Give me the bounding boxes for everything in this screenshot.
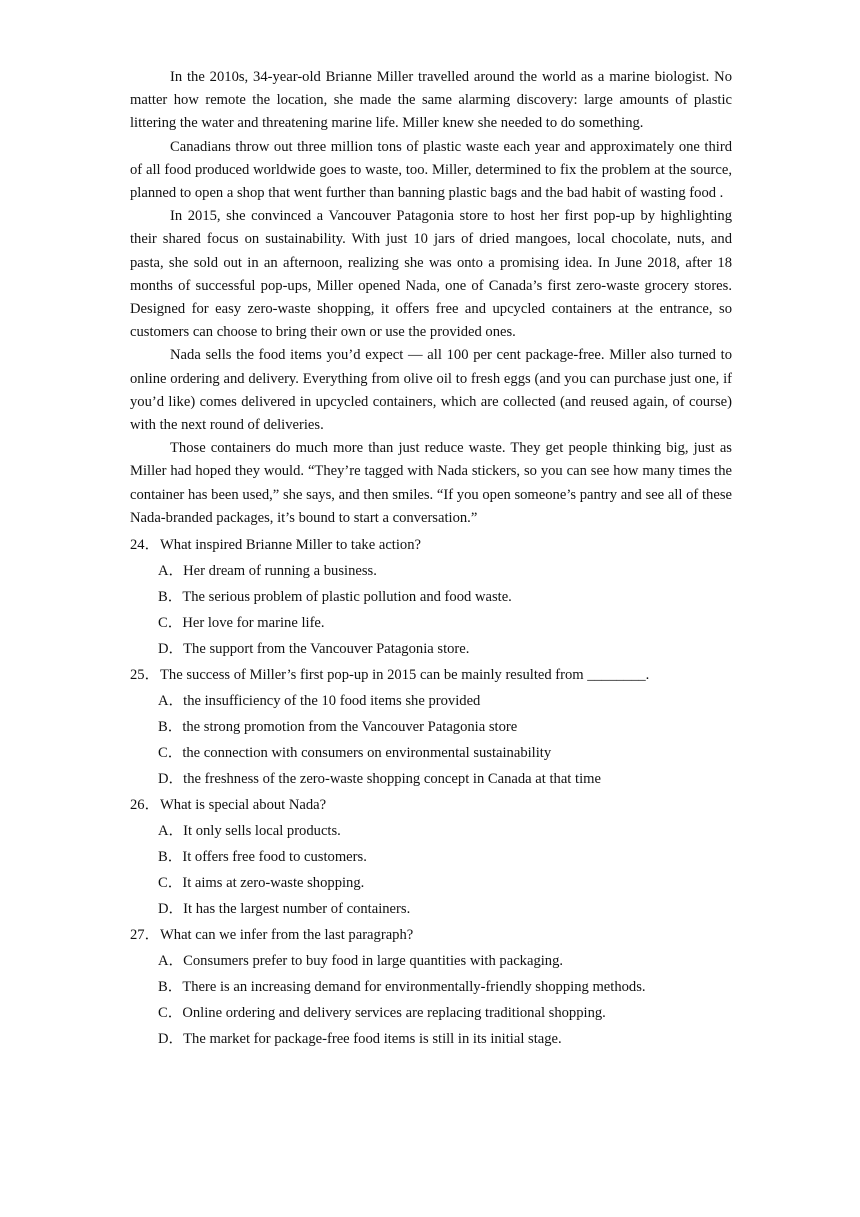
option-letter: C．: [158, 1005, 183, 1022]
answer-option: [130, 584, 732, 610]
option-text: The support from the Vancouver Patagonia store.: [183, 641, 470, 658]
passage-paragraph: Those containers do much more than just reduce waste. They get people thinking big, just as Miller had hoped they would. “They’re tagged with Nada stickers, so you can see how many times the container has been used,” she says, and then smiles. “If you open someone’s pantry and see all of these Nada-branded packages, it’s bound to start a conversation.”: [130, 440, 732, 526]
option-text: Her love for marine life.: [182, 615, 325, 632]
option-letter: D．: [158, 1031, 184, 1048]
answer-option: [130, 714, 732, 740]
option-letter: C．: [158, 875, 183, 892]
option-text: the connection with consumers on environmental sustainability: [182, 745, 552, 762]
answer-option: [130, 870, 732, 896]
answer-option: [130, 844, 732, 870]
question-24: [130, 532, 732, 662]
option-letter: A．: [158, 563, 184, 580]
option-text: Her dream of running a business.: [183, 563, 377, 580]
answer-option: [130, 766, 732, 792]
answer-option: [130, 974, 732, 1000]
question-text: What is special about Nada?: [160, 797, 327, 814]
question-number: 25．: [130, 667, 160, 684]
option-letter: B．: [158, 979, 183, 996]
option-letter: B．: [158, 849, 183, 866]
option-text: It only sells local products.: [183, 823, 341, 840]
question-stem: [130, 922, 732, 948]
option-text: It aims at zero-waste shopping.: [182, 875, 365, 892]
option-text: Consumers prefer to buy food in large quantities with packaging.: [183, 953, 564, 970]
question-26: [130, 792, 732, 922]
question-stem: [130, 532, 732, 558]
option-letter: C．: [158, 745, 183, 762]
answer-option: [130, 740, 732, 766]
option-letter: D．: [158, 641, 184, 658]
option-letter: A．: [158, 693, 184, 710]
answer-option: [130, 896, 732, 922]
answer-option: [130, 610, 732, 636]
passage-paragraph: Canadians throw out three million tons of plastic waste each year and approximately one third of all food produced worldwide goes to waste, too. Miller, determined to fix the problem at the source, planned to open a shop that went further than banning plastic bags and the bad habit of wasting food .: [130, 138, 732, 202]
option-text: the insufficiency of the 10 food items she provided: [183, 693, 481, 710]
question-text: The success of Miller’s first pop-up in 2015 can be mainly resulted from ________.: [160, 667, 650, 684]
answer-option: [130, 1000, 732, 1026]
option-text: It offers free food to customers.: [182, 849, 367, 866]
question-list: [130, 532, 732, 1052]
option-letter: C．: [158, 615, 183, 632]
question-text: What inspired Brianne Miller to take action?: [160, 537, 421, 554]
answer-option: [130, 636, 732, 662]
option-letter: B．: [158, 589, 183, 606]
option-text: the freshness of the zero-waste shopping concept in Canada at that time: [183, 771, 601, 788]
option-text: the strong promotion from the Vancouver Patagonia store: [182, 719, 518, 736]
answer-option: [130, 1026, 732, 1052]
document-page: [130, 66, 732, 1052]
answer-option: [130, 688, 732, 714]
option-letter: A．: [158, 823, 184, 840]
question-number: 26．: [130, 797, 160, 814]
option-text: Online ordering and delivery services are replacing traditional shopping.: [182, 1005, 606, 1022]
question-number: 24．: [130, 537, 160, 554]
question-25: [130, 662, 732, 792]
option-text: There is an increasing demand for environmentally-friendly shopping methods.: [182, 979, 646, 996]
option-letter: A．: [158, 953, 184, 970]
option-text: It has the largest number of containers.: [183, 901, 411, 918]
option-letter: D．: [158, 901, 184, 918]
passage-paragraph: Nada sells the food items you’d expect — all 100 per cent package-free. Miller also turned to online ordering and delivery. Everything from olive oil to fresh eggs (and you can purchase just one, if you’d like) comes delivered in upcycled containers, which are collected (and reused again, of course) with the next round of deliveries.: [130, 347, 732, 434]
option-text: The serious problem of plastic pollution and food waste.: [182, 589, 512, 606]
answer-option: [130, 948, 732, 974]
reading-passage: [130, 66, 732, 530]
option-letter: B．: [158, 719, 183, 736]
question-stem: [130, 792, 732, 818]
option-letter: D．: [158, 771, 184, 788]
option-text: The market for package-free food items is still in its initial stage.: [183, 1031, 562, 1048]
question-stem: [130, 662, 732, 688]
question-number: 27．: [130, 927, 160, 944]
question-text: What can we infer from the last paragraph?: [160, 927, 414, 944]
passage-paragraph: In the 2010s, 34-year-old Brianne Miller travelled around the world as a marine biologist. No matter how remote the location, she made the same alarming discovery: large amounts of plastic littering the water and threatening marine life. Miller knew she needed to do something.: [130, 69, 732, 132]
passage-paragraph: In 2015, she convinced a Vancouver Patagonia store to host her first pop-up by highlighting their shared focus on sustainability. With just 10 jars of dried mangoes, local chocolate, nuts, and pasta, she sold out in an afternoon, realizing she was onto a promising idea. In June 2018, after 18 months of successful pop-ups, Miller opened Nada, one of Canada’s first zero-waste grocery stores. Designed for easy zero-waste shopping, it offers free and upcycled containers at the entrance, so customers can choose to bring their own or use the provided ones.: [130, 208, 732, 341]
question-27: [130, 922, 732, 1052]
answer-option: [130, 818, 732, 844]
answer-option: [130, 558, 732, 584]
